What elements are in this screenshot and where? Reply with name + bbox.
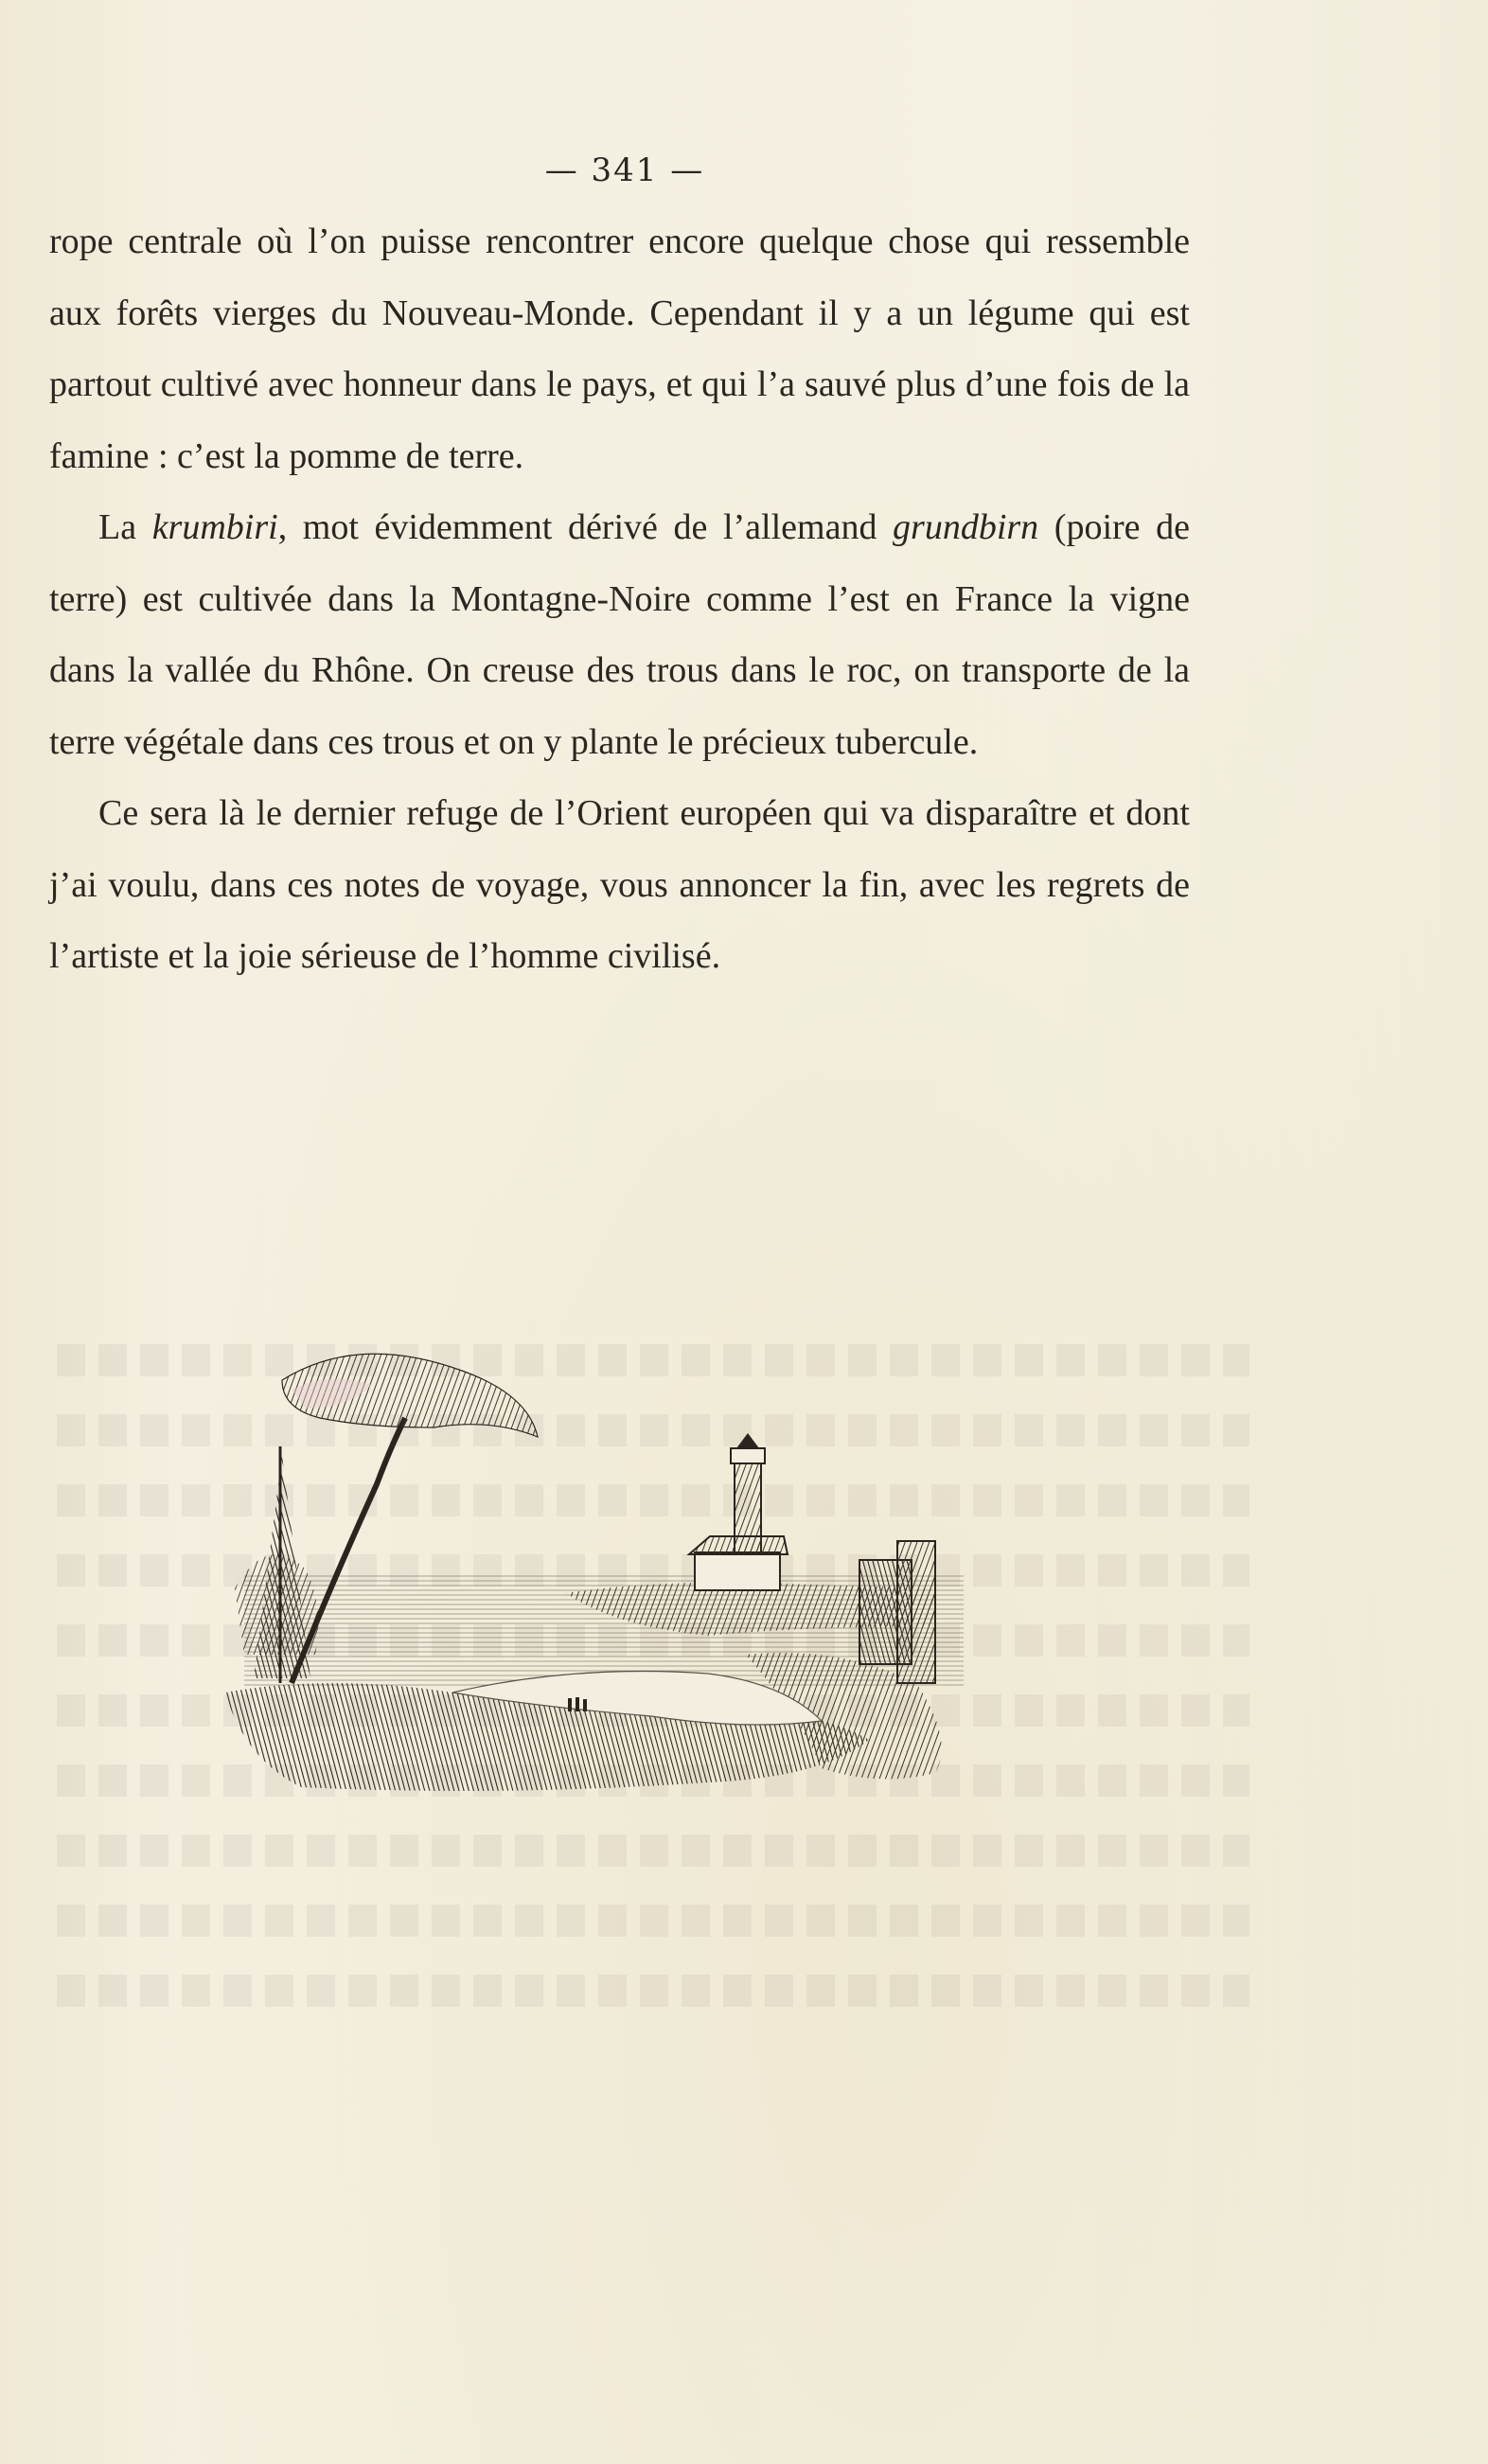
term-krumbiri: krumbiri bbox=[151, 507, 278, 547]
page-number: — 341 — bbox=[544, 151, 705, 189]
paragraph-1: rope centrale où l’on puisse rencontrer encore quelque chose qui ressemble aux forêts vierges du Nouveau-Monde. Cependant il y a un légume qui est partout cultivé avec honneur dans le pays, et qui l’a sauvé plus d’une fois de la famine : c’est la pomme de terre. bbox=[49, 222, 1190, 476]
body-text bbox=[49, 206, 1190, 993]
ruins bbox=[859, 1541, 935, 1683]
paragraph-2: La krumbiri, mot évidemment dérivé de l’allemand grundbirn (poire de terre) est cultivée dans la Montagne-Noire comme l’est en France la vigne dans la vallée du Rhône. On creuse des trous dans le roc, on transporte de la terre végétale dans ces trous et on y plante le précieux tubercule. bbox=[49, 507, 1190, 762]
term-grundbirn: grundbirn bbox=[893, 507, 1039, 547]
figures bbox=[568, 1697, 587, 1711]
paragraph-3: Ce sera là le dernier refuge de l’Orient européen qui va disparaître et dont j’ai voulu, dans ces notes de voyage, vous annoncer la fin, avec les regrets de l’artiste et la joie sérieuse de l’homme civilisé. bbox=[49, 793, 1190, 976]
lighthouse-engraving bbox=[216, 1342, 1068, 1835]
lighthouse-icon bbox=[689, 1433, 788, 1590]
